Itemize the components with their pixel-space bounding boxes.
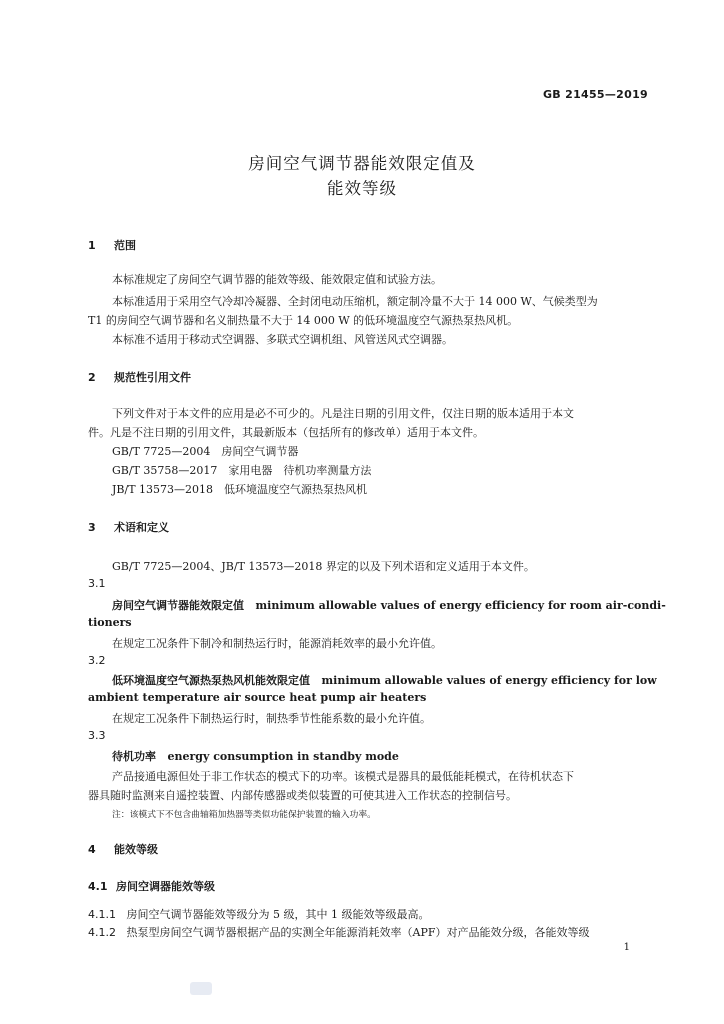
- term-english: minimum allowable values of energy efficiency for room air-condi-: [255, 599, 666, 612]
- subsection-number: 4.1: [88, 880, 108, 893]
- reference-item: GB/T 7725—2004 房间空气调节器: [112, 445, 299, 458]
- clause-text: 房间空气调节器能效等级分为 5 级，其中 1 级能效等级最高。: [126, 908, 430, 921]
- page-number: 1: [623, 942, 630, 953]
- section-4-heading: [88, 841, 158, 857]
- section-number: 4: [88, 843, 96, 856]
- paragraph-continued: 件。凡是不注日期的引用文件，其最新版本（包括所有的修改单）适用于本文件。: [88, 426, 484, 439]
- section-number: 1: [88, 239, 96, 252]
- paragraph: 本标准不适用于移动式空调器、多联式空调机组、风管送风式空调器。: [112, 333, 453, 346]
- clause-text: 热泵型房间空气调节器根据产品的实测全年能源消耗效率（APF）对产品能效分级，各能效等级: [126, 926, 590, 939]
- paragraph: 本标准规定了房间空气调节器的能效等级、能效限定值和试验方法。: [112, 273, 442, 286]
- section-title: 能效等级: [114, 843, 158, 856]
- term-number: 3.1: [88, 577, 106, 590]
- term-definition: 在规定工况条件下制热运行时，制热季节性能系数的最小允许值。: [112, 712, 431, 725]
- standard-code: GB 21455—2019: [542, 88, 648, 101]
- term-english: minimum allowable values of energy efficiency for low: [321, 674, 657, 687]
- section-3-heading: [88, 519, 169, 535]
- document-title-line2: 能效等级: [327, 179, 397, 198]
- watermark-logo: [190, 982, 212, 995]
- term-definition: 在规定工况条件下制冷和制热运行时，能源消耗效率的最小允许值。: [112, 637, 442, 650]
- reference-item: JB/T 13573—2018 低环境温度空气源热泵热风机: [112, 483, 368, 496]
- term-heading: [112, 748, 399, 764]
- clause: [88, 906, 429, 922]
- section-1-heading: [88, 237, 136, 253]
- term-heading: [112, 597, 666, 613]
- paragraph-continued: T1 的房间空气调节器和名义制热量不大于 14 000 W 的低环境温度空气源热泵热风机。: [88, 314, 519, 327]
- clause: [88, 924, 589, 940]
- term-chinese: 房间空气调节器能效限定值: [112, 599, 244, 612]
- section-title: 范围: [114, 239, 136, 252]
- section-2-heading: [88, 369, 191, 385]
- section-title: 术语和定义: [114, 521, 169, 534]
- term-chinese: 待机功率: [112, 750, 156, 763]
- reference-item: GB/T 35758—2017 家用电器 待机功率测量方法: [112, 464, 372, 477]
- section-number: 3: [88, 521, 96, 534]
- term-definition: 产品接通电源但处于非工作状态的模式下的功率。该模式是器具的最低能耗模式，在待机状态下: [112, 770, 574, 783]
- paragraph: 下列文件对于本文件的应用是必不可少的。凡是注日期的引用文件，仅注日期的版本适用于本文: [112, 407, 574, 420]
- term-english-continued: ambient temperature air source heat pump air heaters: [88, 691, 427, 704]
- term-english: energy consumption in standby mode: [167, 750, 399, 763]
- term-definition-continued: 器具随时监测来自遥控装置、内部传感器或类似装置的可使其进入工作状态的控制信号。: [88, 789, 517, 802]
- subsection-4-1-heading: [88, 878, 215, 894]
- subsection-title: 房间空调器能效等级: [116, 880, 215, 893]
- section-number: 2: [88, 371, 96, 384]
- clause-number: 4.1.2: [88, 926, 116, 939]
- term-number: 3.3: [88, 729, 106, 742]
- paragraph: 本标准适用于采用空气冷却冷凝器、全封闭电动压缩机，额定制冷量不大于 14 000 W、气候类型为: [112, 295, 598, 308]
- clause-number: 4.1.1: [88, 908, 116, 921]
- section-title: 规范性引用文件: [114, 371, 191, 384]
- note: 注：该模式下不包含曲轴箱加热器等类似功能保护装置的输入功率。: [112, 810, 376, 820]
- term-english-continued: tioners: [88, 616, 132, 629]
- term-heading: [112, 672, 657, 688]
- document-title-line1: 房间空气调节器能效限定值及: [248, 154, 476, 173]
- term-number: 3.2: [88, 654, 106, 667]
- paragraph: GB/T 7725—2004、JB/T 13573—2018 界定的以及下列术语和定义适用于本文件。: [112, 560, 535, 573]
- term-chinese: 低环境温度空气源热泵热风机能效限定值: [112, 674, 310, 687]
